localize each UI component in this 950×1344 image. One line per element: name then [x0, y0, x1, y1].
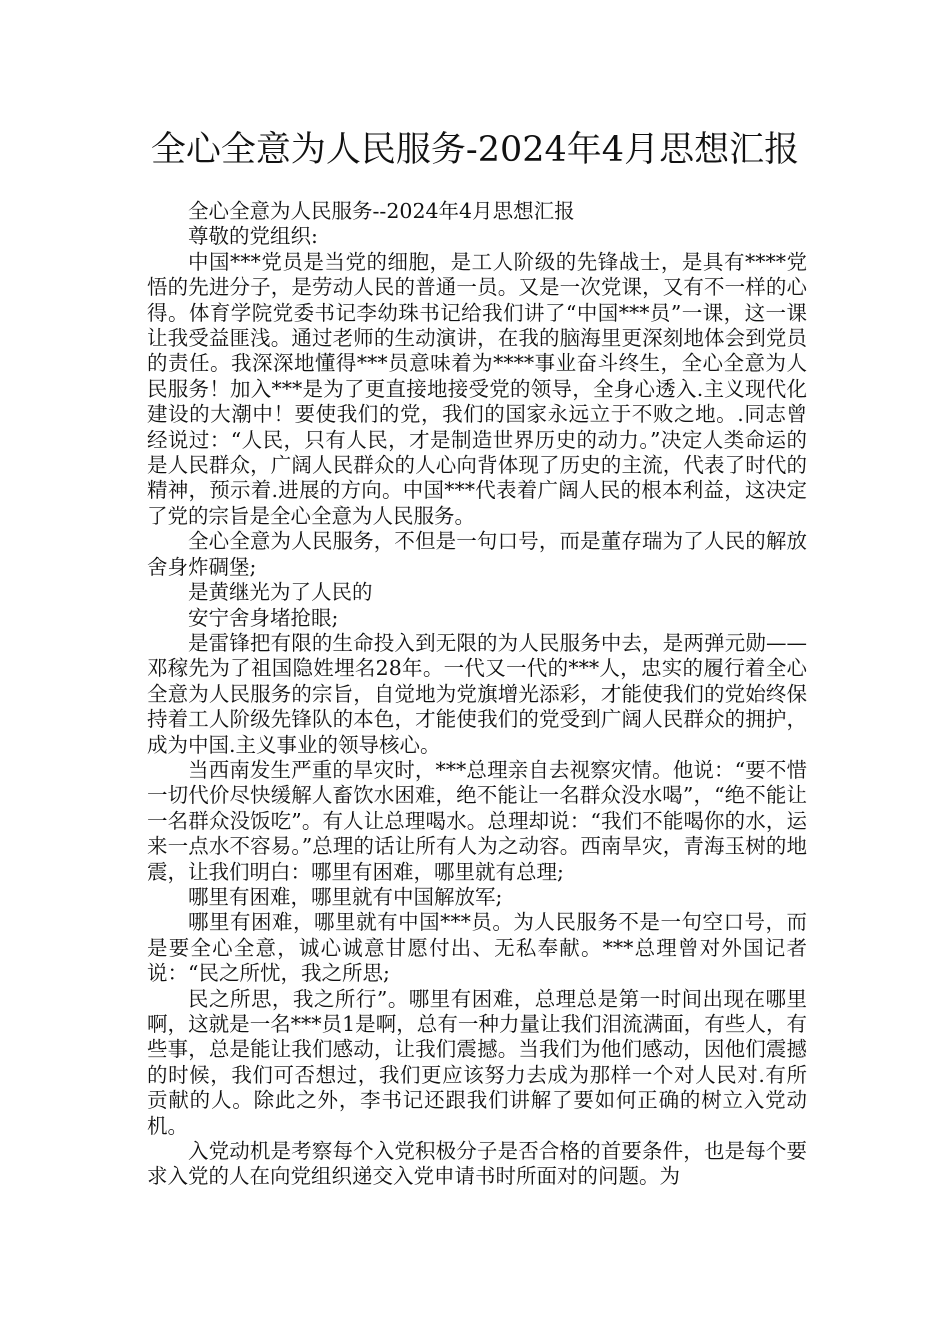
paragraph: 入党动机是考察每个入党积极分子是否合格的首要条件，也是每个要求入党的人在向党组织递交入党申请书时所面对的问题。为	[147, 1139, 807, 1189]
paragraph: 安宁舍身堵抢眼;	[188, 605, 339, 630]
document-title: 全心全意为人民服务-2024年4月思想汇报	[150, 130, 800, 170]
paragraph: 民之所思，我之所行”。哪里有困难，总理总是第一时间出现在哪里啊，这就是一名***员1是啊，总有一种力量让我们泪流满面，有些人，有些事，总是能让我们感动，让我们震撼。当我们为他们感动，因他们震撼的时候，我们可否想过，我们更应该努力去成为那样一个对人民对.有所贡献的人。除此之外，李书记还跟我们讲解了要如何正确的树立入党动机。	[147, 986, 807, 1138]
paragraph: 当西南发生严重的旱灾时，***总理亲自去视察灾情。他说：“要不惜一切代价尽快缓解人畜饮水困难，绝不能让一名群众没水喝”，“绝不能让一名群众没饭吃”。有人让总理喝水。总理却说：“我们不能喝你的水，运来一点水不容易。”总理的话让所有人为之动容。西南旱灾，青海玉树的地震，让我们明白：哪里有困难，哪里就有总理;	[147, 757, 807, 884]
paragraph: 是雷锋把有限的生命投入到无限的为人民服务中去，是两弹元勋——邓稼先为了祖国隐姓埋名28年。一代又一代的***人，忠实的履行着全心全意为人民服务的宗旨，自觉地为党旗增光添彩，才能使我们的党始终保持着工人阶级先锋队的本色，才能使我们的党受到广阔人民群众的拥护，成为中国.主义事业的领导核心。	[147, 630, 807, 757]
paragraph: 中国***党员是当党的细胞，是工人阶级的先锋战士，是具有****党悟的先进分子，是劳动人民的普通一员。又是一次党课，又有不一样的心得。体育学院党委书记李幼珠书记给我们讲了“中国***员”一课，这一课让我受益匪浅。通过老师的生动演讲，在我的脑海里更深刻地体会到党员的责任。我深深地懂得***员意味着为****事业奋斗终生，全心全意为人民服务！加入***是为了更直接地接受党的领导，全身心透入.主义现代化建设的大潮中！要使我们的党，我们的国家永远立于不败之地。.同志曾经说过：“人民，只有人民，才是制造世界历史的动力。”决定人类命运的是人民群众，广阔人民群众的人心向背体现了历史的主流，代表了时代的精神，预示着.进展的方向。中国***代表着广阔人民的根本利益，这决定了党的宗旨是全心全意为人民服务。	[147, 249, 807, 528]
paragraph: 全心全意为人民服务，不但是一句口号，而是董存瑞为了人民的解放舍身炸碉堡;	[147, 529, 807, 579]
paragraph-salutation: 尊敬的党组织:	[188, 224, 318, 249]
paragraph-subtitle: 全心全意为人民服务--2024年4月思想汇报	[188, 199, 575, 223]
paragraph: 哪里有困难，哪里就有中国***员。为人民服务不是一句空口号，而是要全心全意，诚心诚意甘愿付出、无私奉献。***总理曾对外国记者说：“民之所忧，我之所思;	[147, 910, 807, 986]
paragraph: 哪里有困难，哪里就有中国解放军;	[188, 884, 503, 909]
paragraph: 是黄继光为了人民的	[188, 580, 373, 605]
document-body	[147, 199, 807, 1190]
